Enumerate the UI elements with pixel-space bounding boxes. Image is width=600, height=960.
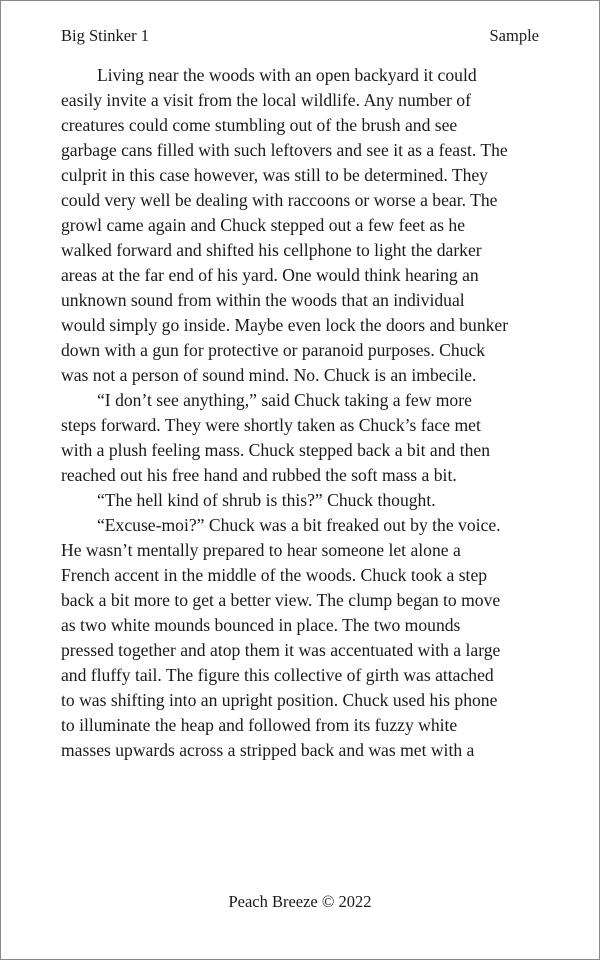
paragraph: “I don’t see anything,” said Chuck taking a few more steps forward. They were shortly taken as Chuck’s face met with a plush feeling mass. Chuck stepped back a bit and then reached out his free hand and rubbed the soft mass a bit.: [61, 390, 490, 485]
body-text: [61, 63, 511, 763]
paragraph: “Excuse-moi?” Chuck was a bit freaked out by the voice. He wasn’t mentally prepared to hear someone let alone a French accent in the middle of the woods. Chuck took a step back a bit more to get a better view. The clump began to move as two white mounds bounced in place. The two mounds pressed together and atop them it was accentuated with a large and fluffy tail. The figure this collective of girth was attached to was shifting into an upright position. Chuck used his phone to illuminate the heap and followed from its fuzzy white masses upwards across a stripped back and was met with a: [61, 515, 501, 760]
paragraph: “The hell kind of shrub is this?” Chuck thought.: [97, 490, 436, 510]
page-footer: Peach Breeze © 2022: [228, 892, 372, 911]
page-header: [61, 25, 539, 47]
paragraph: Living near the woods with an open backyard it could easily invite a visit from the local wildlife. Any number of creatures could come stumbling out of the brush and see garbage cans filled with such leftovers and see it as a feast. The culprit in this case however, was still to be determined. They could very well be dealing with raccoons or worse a bear. The growl came again and Chuck stepped out a few feet as he walked forward and shifted his cellphone to light the darker areas at the far end of his yard. One would think hearing an unknown sound from within the woods that an individual would simply go inside. Maybe even lock the doors and bunker down with a gun for protective or paranoid purposes. Chuck was not a person of sound mind. No. Chuck is an imbecile.: [61, 65, 509, 385]
sample-label: Sample: [489, 26, 539, 45]
running-title: Big Stinker 1: [61, 26, 150, 45]
